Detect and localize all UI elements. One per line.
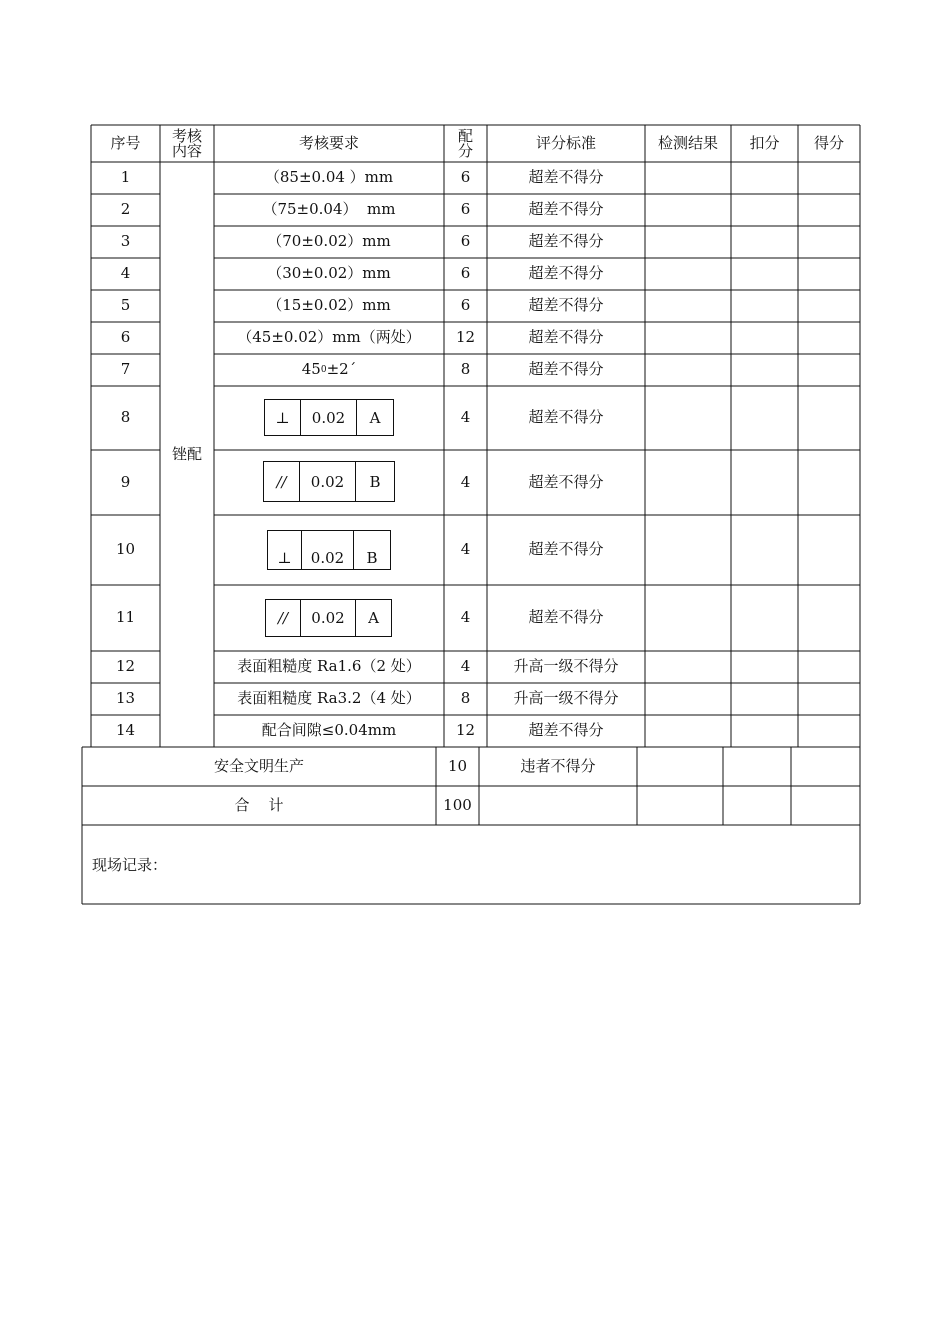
row-9-points: 4 <box>460 472 471 491</box>
row-6-points: 12 <box>455 328 476 347</box>
row-3-criteria: 超差不得分 <box>528 232 604 251</box>
row-10-no: 10 <box>115 540 136 559</box>
row-3-requirement: （70±0.02）mm <box>267 232 391 251</box>
row-13-points: 8 <box>460 689 471 708</box>
notes-label: 现场记录： <box>92 856 168 874</box>
row-12-points: 4 <box>460 657 471 676</box>
row-1-points: 6 <box>460 168 471 187</box>
row-11-tolerance-value: 0.02 <box>301 600 356 636</box>
row-8-datum: A <box>369 408 381 427</box>
header-points-line1: 配 <box>457 126 473 145</box>
row-11-datum: A <box>368 609 379 627</box>
parallelism-icon: // <box>266 600 301 636</box>
row-6-criteria: 超差不得分 <box>528 328 604 347</box>
row-4-requirement: （30±0.02）mm <box>267 264 391 283</box>
row-6-requirement: （45±0.02）mm（两处） <box>237 328 421 347</box>
row-7-no: 7 <box>120 360 131 379</box>
header-result: 检测结果 <box>657 133 718 152</box>
row-2-points: 6 <box>460 200 471 219</box>
row-7-req-degree: 0 <box>320 364 327 375</box>
header-deduct: 扣分 <box>749 133 780 152</box>
row-10-tolerance-frame <box>267 530 391 570</box>
row-4-criteria: 超差不得分 <box>528 264 604 283</box>
row-11-tolerance-frame <box>265 599 392 637</box>
total-points: 100 <box>443 795 472 814</box>
row-5-no: 5 <box>120 296 131 315</box>
row-10-criteria: 超差不得分 <box>528 540 604 559</box>
row-5-points: 6 <box>460 296 471 315</box>
row-5-criteria: 超差不得分 <box>528 296 604 315</box>
header-points <box>444 125 487 162</box>
row-2-no: 2 <box>120 200 131 219</box>
row-9-tolerance-frame <box>263 461 395 502</box>
row-9-criteria: 超差不得分 <box>528 472 604 491</box>
perpendicularity-icon: ⊥ <box>268 531 302 569</box>
row-1-requirement: （85±0.04 ）mm <box>264 168 394 187</box>
row-9-tolerance-value: 0.02 <box>300 462 356 501</box>
row-7-criteria: 超差不得分 <box>528 360 604 379</box>
row-5-requirement: （15±0.02）mm <box>267 296 391 315</box>
header-requirement: 考核要求 <box>298 133 359 152</box>
row-8-no: 8 <box>120 408 131 427</box>
safety-points: 10 <box>447 756 468 775</box>
row-2-requirement: （75±0.04） mm <box>262 200 396 219</box>
row-7-points: 8 <box>460 360 471 379</box>
row-9-datum: B <box>369 472 381 491</box>
row-14-no: 14 <box>115 721 136 740</box>
parallelism-icon: // <box>264 462 300 501</box>
row-10-tolerance-value: 0.02 <box>302 531 354 569</box>
safety-label: 安全文明生产 <box>213 756 304 775</box>
header-criteria: 评分标准 <box>535 133 596 152</box>
row-13-requirement: 表面粗糙度 Ra3.2（4 处） <box>237 689 421 708</box>
header-content-line2: 内容 <box>171 141 202 160</box>
row-6-no: 6 <box>120 328 131 347</box>
row-2-criteria: 超差不得分 <box>528 200 604 219</box>
row-14-requirement: 配合间隙≤0.04mm <box>261 721 397 740</box>
row-7-req-base: 45 <box>301 360 321 379</box>
row-7-req-tail: ±2ˊ <box>326 360 357 379</box>
row-4-no: 4 <box>120 264 131 283</box>
header-seq: 序号 <box>110 133 141 152</box>
row-11-points: 4 <box>460 608 471 627</box>
row-11-criteria: 超差不得分 <box>528 608 604 627</box>
row-12-no: 12 <box>115 657 136 676</box>
header-score: 得分 <box>813 133 844 152</box>
row-8-tolerance-value: 0.02 <box>301 400 357 435</box>
row-1-criteria: 超差不得分 <box>528 168 604 187</box>
row-10-datum: B <box>366 549 378 567</box>
row-13-criteria: 升高一级不得分 <box>513 689 619 708</box>
row-12-criteria: 升高一级不得分 <box>513 657 619 676</box>
category-cell: 锉配 <box>171 444 202 463</box>
header-content-line1: 考核 <box>171 126 202 145</box>
row-12-requirement: 表面粗糙度 Ra1.6（2 处） <box>237 657 421 676</box>
row-3-no: 3 <box>120 232 131 251</box>
row-9-no: 9 <box>120 472 131 491</box>
row-8-criteria: 超差不得分 <box>528 408 604 427</box>
row-14-points: 12 <box>455 721 476 740</box>
row-7-requirement <box>214 354 444 386</box>
safety-criteria: 违者不得分 <box>520 756 596 775</box>
row-13-no: 13 <box>115 689 136 708</box>
row-1-no: 1 <box>120 168 131 187</box>
header-points-line2: 分 <box>457 141 473 160</box>
perpendicularity-icon: ⊥ <box>265 400 301 435</box>
row-8-points: 4 <box>460 408 471 427</box>
row-11-no: 11 <box>115 608 136 627</box>
header-content <box>160 125 214 162</box>
total-label: 合 计 <box>234 795 284 814</box>
row-8-tolerance-frame <box>264 399 394 436</box>
row-10-points: 4 <box>460 540 471 559</box>
row-14-criteria: 超差不得分 <box>528 721 604 740</box>
row-4-points: 6 <box>460 264 471 283</box>
row-3-points: 6 <box>460 232 471 251</box>
